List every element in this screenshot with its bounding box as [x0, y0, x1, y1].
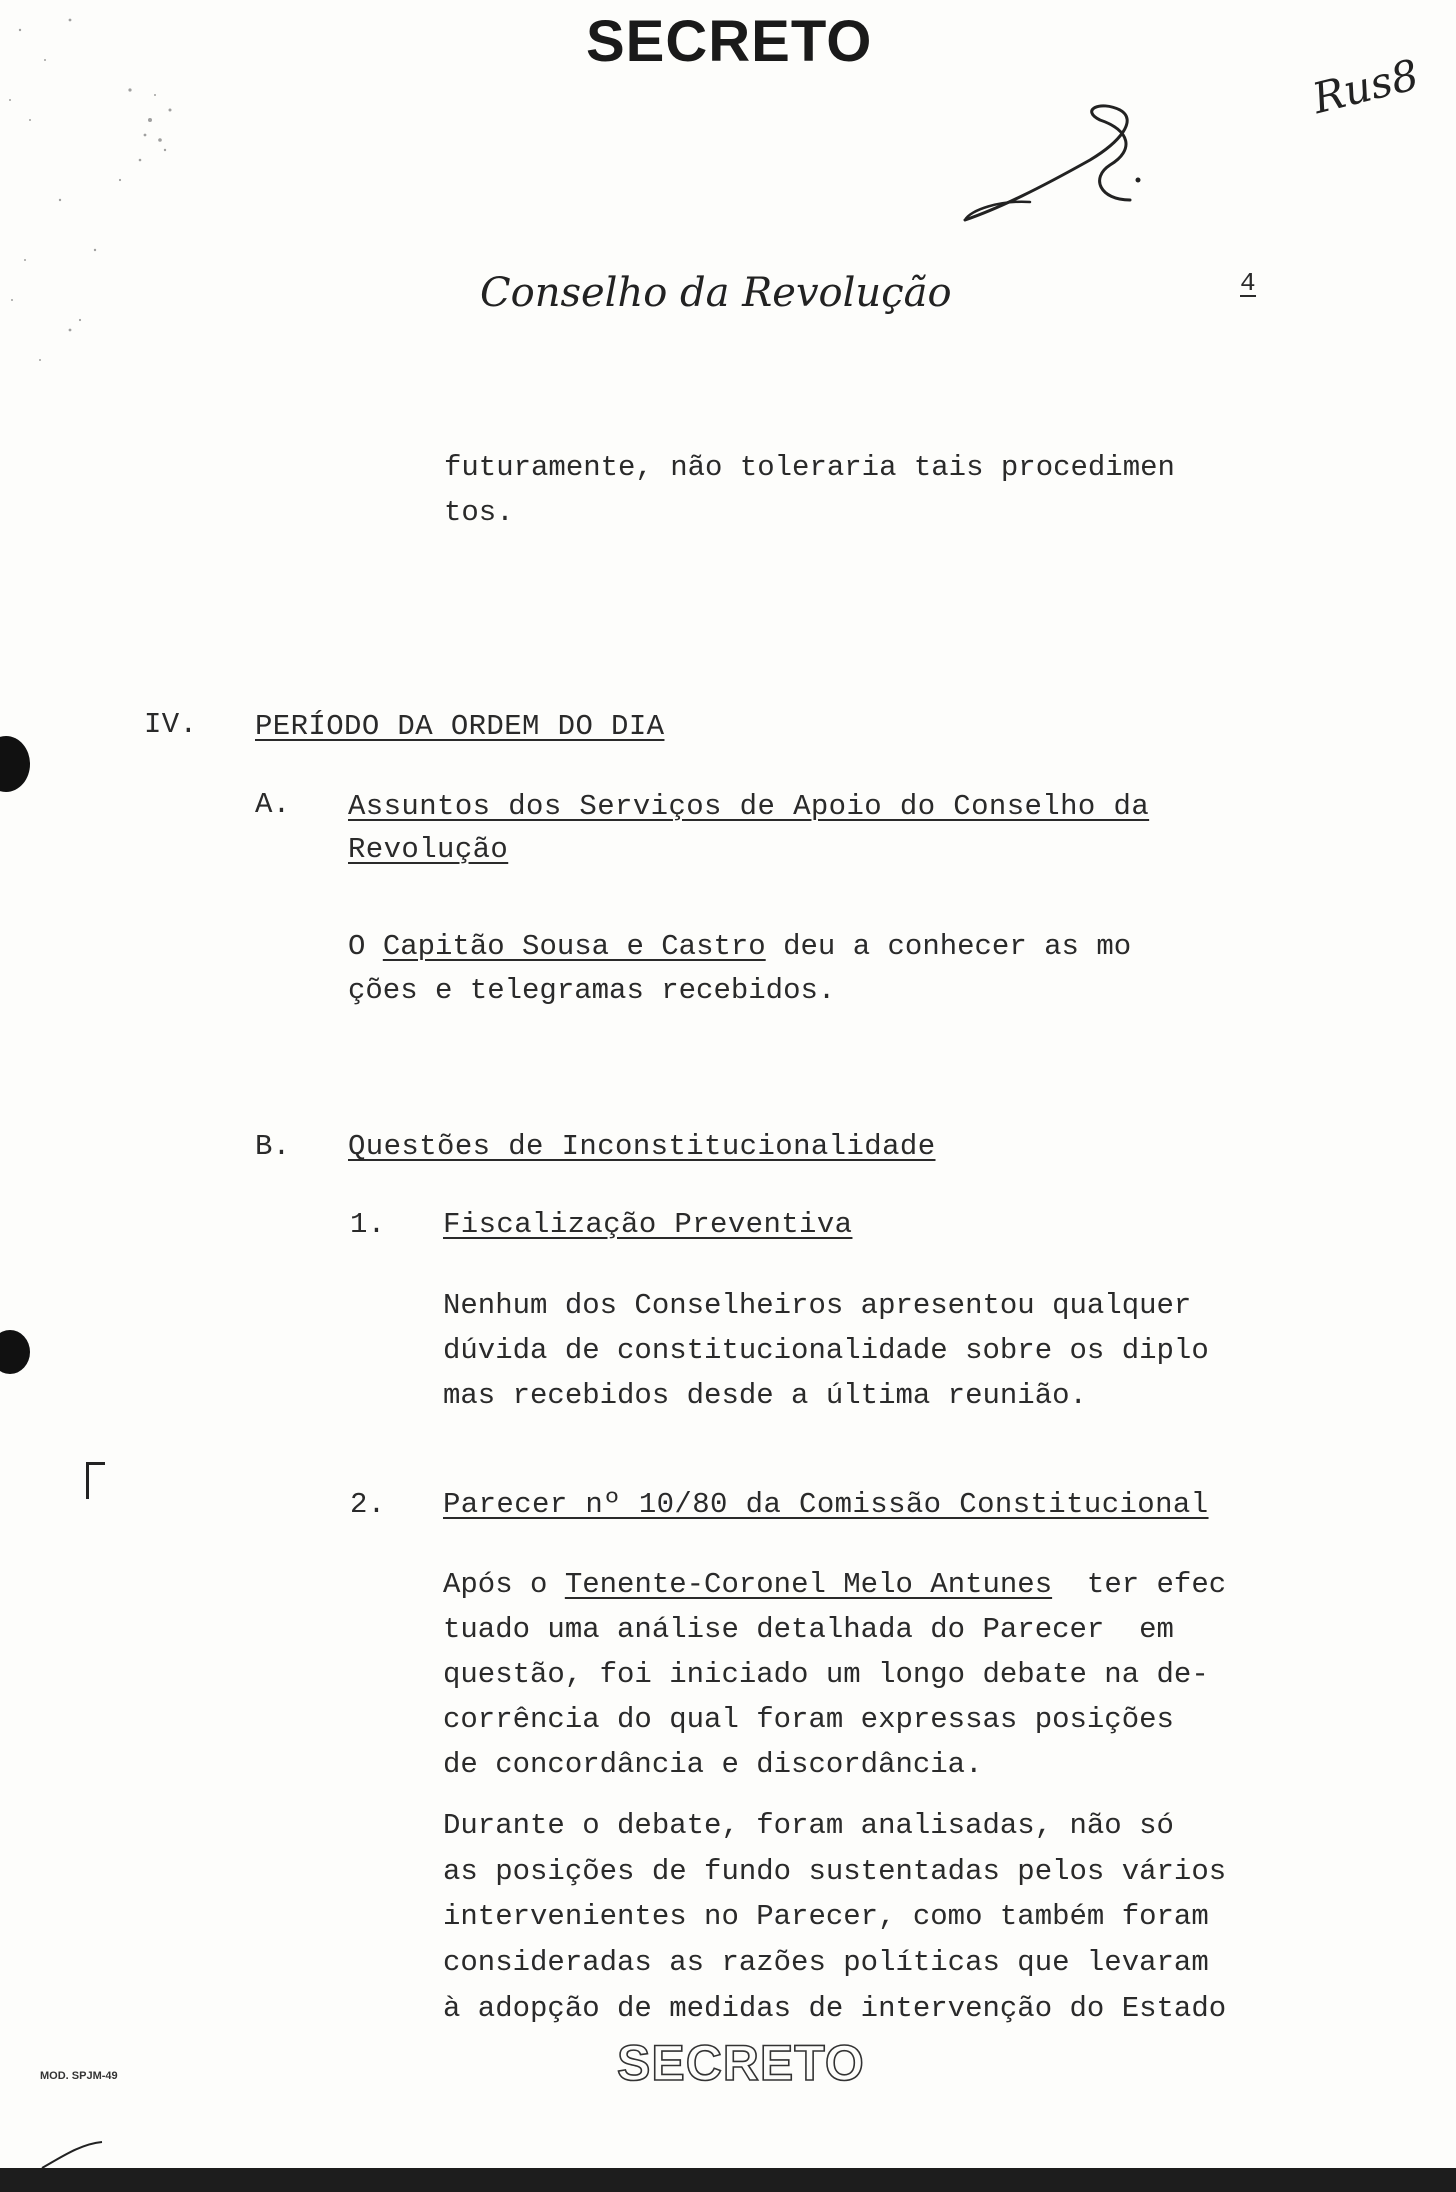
letterhead: Conselho da Revolução	[480, 270, 952, 316]
item-body-line	[443, 1562, 1226, 1607]
item-title: Parecer nº 10/80 da Comissão Constitucional	[443, 1488, 1209, 1521]
subsection-body-line-1	[348, 924, 1131, 969]
section-title: PERÍODO DA ORDEM DO DIA	[255, 710, 665, 743]
form-code: MOD. SPJM-49	[40, 2070, 118, 2082]
item-body-line: Nenhum dos Conselheiros apresentou qualquer	[443, 1289, 1192, 1322]
item-body-line: tuado uma análise detalhada do Parecer em	[443, 1613, 1174, 1646]
item-body-line: as posições de fundo sustentadas pelos vários	[443, 1855, 1227, 1888]
item-body-line: à adopção de medidas de intervenção do Estado	[443, 1992, 1227, 2025]
subsection-letter: B.	[255, 1130, 291, 1163]
item-body-line: intervenientes no Parecer, como também foram	[443, 1900, 1209, 1933]
item-body-line: dúvida de constitucionalidade sobre os diplo	[443, 1334, 1209, 1367]
item-number: 1.	[350, 1208, 386, 1241]
punch-hole	[0, 1330, 30, 1374]
subsection-title-line-2: Revolução	[348, 833, 509, 866]
subsection-body-line-2: ções e telegramas recebidos.	[348, 974, 836, 1007]
body-prefix: O	[348, 930, 383, 963]
intro-line-2: tos.	[444, 496, 514, 529]
scan-edge	[0, 2168, 1456, 2192]
body-rest: ter efec	[1052, 1568, 1227, 1601]
body-rest: deu a conhecer as mo	[765, 930, 1132, 963]
subsection-title: Questões de Inconstitucionalidade	[348, 1130, 936, 1163]
item-body-line: consideradas as razões políticas que levaram	[443, 1946, 1209, 1979]
body-prefix: Após o	[443, 1568, 565, 1601]
person-name: Tenente-Coronel Melo Antunes	[564, 1568, 1053, 1601]
subsection-title-line-1: Assuntos dos Serviços de Apoio do Conselho da	[348, 790, 1150, 823]
item-body-line: mas recebidos desde a última reunião.	[443, 1379, 1087, 1412]
punch-hole	[0, 736, 30, 792]
person-name: Capitão Sousa e Castro	[382, 930, 766, 963]
item-body-line: Durante o debate, foram analisadas, não só	[443, 1809, 1174, 1842]
item-body-line: de concordância e discordância.	[443, 1748, 983, 1781]
item-title: Fiscalização Preventiva	[443, 1208, 853, 1241]
corner-mark	[86, 1462, 105, 1499]
item-body-line: questão, foi iniciado um longo debate na de-	[443, 1658, 1209, 1691]
signature	[960, 90, 1160, 250]
handwritten-initials: Rus8	[1307, 49, 1424, 124]
intro-line-1: futuramente, não toleraria tais procedimen	[444, 451, 1175, 484]
scan-noise	[0, 0, 240, 420]
item-number: 2.	[350, 1488, 386, 1521]
item-body-line: corrência do qual foram expressas posições	[443, 1703, 1174, 1736]
subsection-letter: A.	[255, 788, 291, 821]
section-number: IV.	[144, 708, 198, 741]
secret-stamp-bottom: SECRETO	[617, 2035, 865, 2091]
secret-stamp-top: SECRETO	[586, 9, 873, 74]
page-number: 4	[1240, 268, 1257, 298]
